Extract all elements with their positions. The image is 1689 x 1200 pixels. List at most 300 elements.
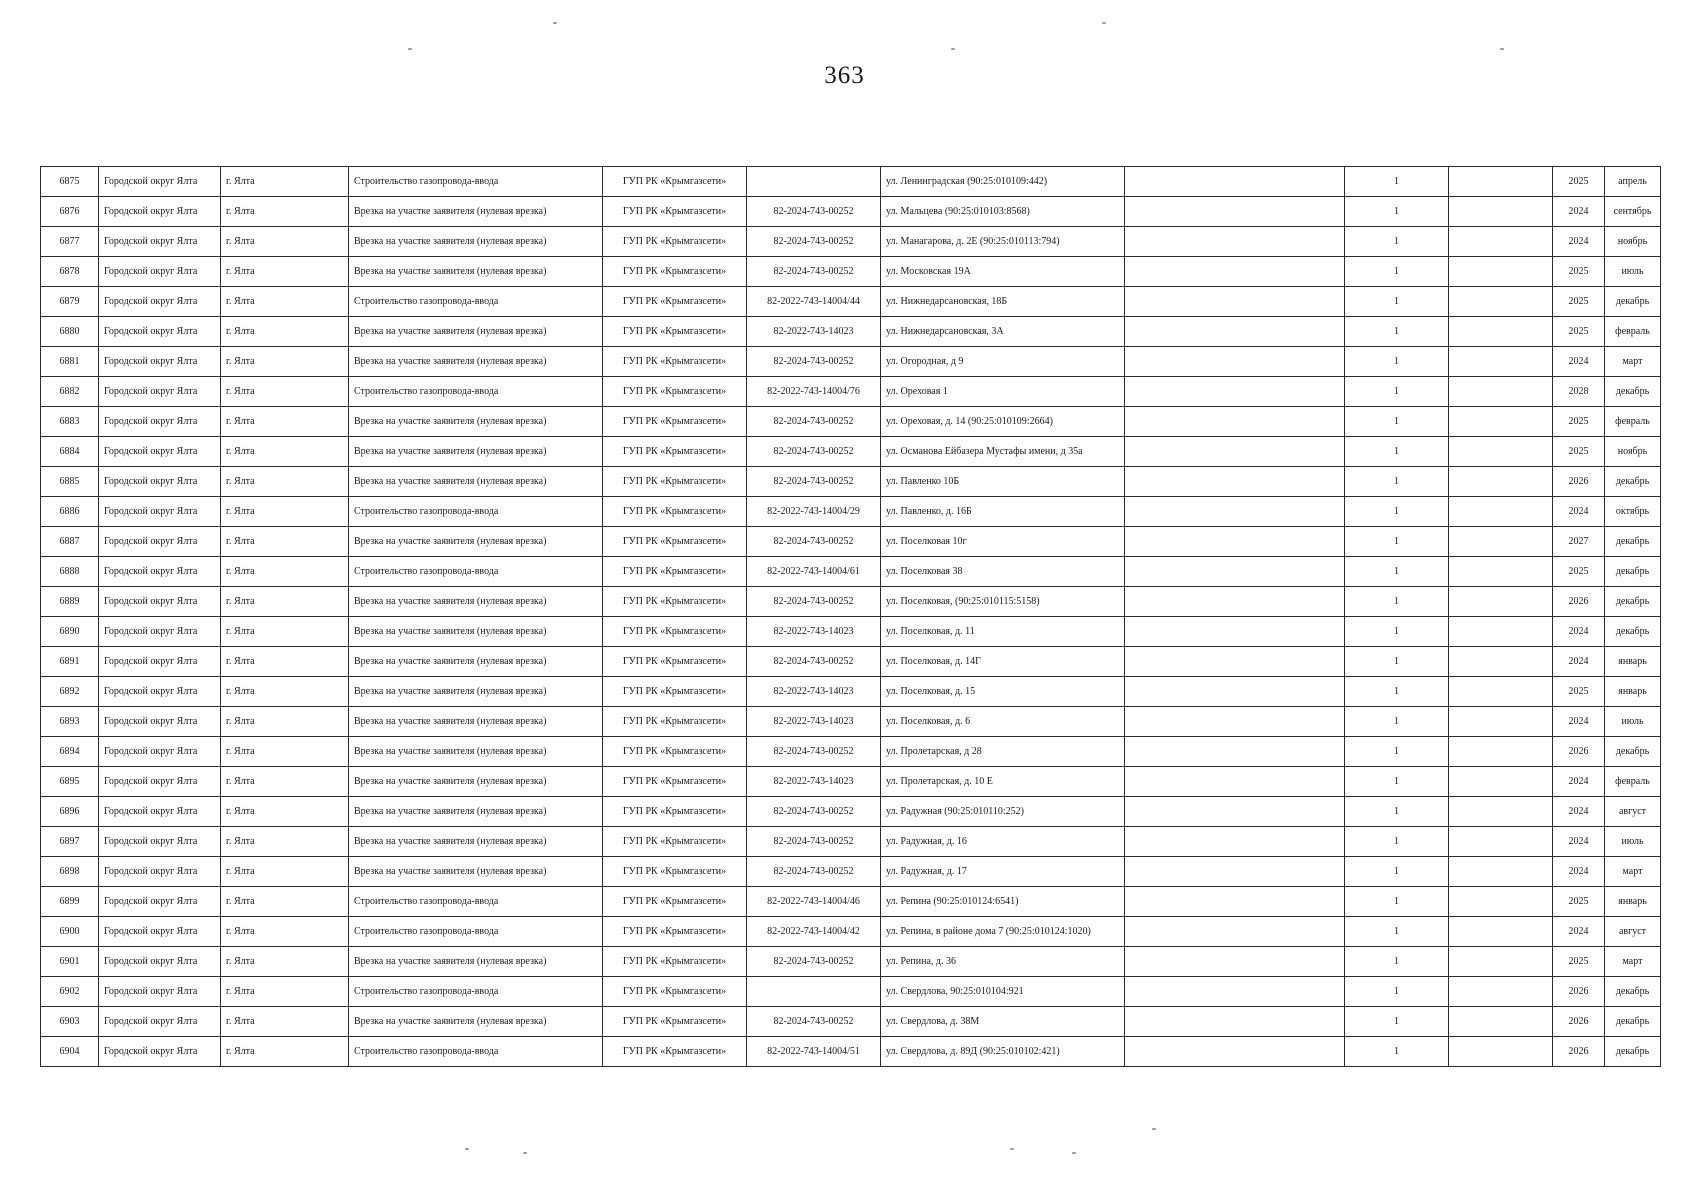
program-code-cell: 82-2022-743-14023 (747, 767, 881, 797)
empty-cell (1125, 197, 1345, 227)
count-cell: 1 (1345, 707, 1449, 737)
address-cell: ул. Поселковая, д. 11 (881, 617, 1125, 647)
address-cell: ул. Репина (90:25:010124:6541) (881, 887, 1125, 917)
table-row (41, 677, 1661, 707)
organization-cell: ГУП РК «Крымгазсети» (603, 227, 747, 257)
table-row (41, 437, 1661, 467)
district-cell: Городской округ Ялта (99, 977, 221, 1007)
year-cell: 2024 (1553, 497, 1605, 527)
program-code-cell: 82-2024-743-00252 (747, 857, 881, 887)
count-cell: 1 (1345, 317, 1449, 347)
city-cell: г. Ялта (221, 947, 349, 977)
count-cell: 1 (1345, 497, 1449, 527)
month-cell: декабрь (1605, 587, 1661, 617)
count-cell: 1 (1345, 947, 1449, 977)
work-type-cell: Врезка на участке заявителя (нулевая врезка) (349, 407, 603, 437)
city-cell: г. Ялта (221, 677, 349, 707)
city-cell: г. Ялта (221, 167, 349, 197)
address-cell: ул. Манагарова, д. 2Е (90:25:010113:794) (881, 227, 1125, 257)
city-cell: г. Ялта (221, 617, 349, 647)
district-cell: Городской округ Ялта (99, 557, 221, 587)
work-type-cell: Строительство газопровода-ввода (349, 287, 603, 317)
empty-cell (1449, 1007, 1553, 1037)
program-code-cell: 82-2022-743-14023 (747, 677, 881, 707)
empty-cell (1125, 227, 1345, 257)
organization-cell: ГУП РК «Крымгазсети» (603, 257, 747, 287)
month-cell: март (1605, 347, 1661, 377)
month-cell: июль (1605, 827, 1661, 857)
empty-cell (1125, 977, 1345, 1007)
program-code-cell: 82-2022-743-14023 (747, 617, 881, 647)
row-number: 6895 (41, 767, 99, 797)
count-cell: 1 (1345, 197, 1449, 227)
count-cell: 1 (1345, 917, 1449, 947)
row-number: 6884 (41, 437, 99, 467)
table-row (41, 1007, 1661, 1037)
program-code-cell: 82-2024-743-00252 (747, 197, 881, 227)
month-cell: декабрь (1605, 617, 1661, 647)
program-code-cell: 82-2024-743-00252 (747, 257, 881, 287)
empty-cell (1125, 707, 1345, 737)
work-type-cell: Врезка на участке заявителя (нулевая врезка) (349, 317, 603, 347)
organization-cell: ГУП РК «Крымгазсети» (603, 377, 747, 407)
year-cell: 2025 (1553, 407, 1605, 437)
month-cell: декабрь (1605, 1007, 1661, 1037)
empty-cell (1125, 287, 1345, 317)
program-code-cell: 82-2024-743-00252 (747, 587, 881, 617)
address-cell: ул. Поселковая, д. 6 (881, 707, 1125, 737)
table-row (41, 767, 1661, 797)
empty-cell (1449, 587, 1553, 617)
empty-cell (1449, 917, 1553, 947)
year-cell: 2028 (1553, 377, 1605, 407)
month-cell: август (1605, 797, 1661, 827)
row-number: 6876 (41, 197, 99, 227)
year-cell: 2026 (1553, 587, 1605, 617)
organization-cell: ГУП РК «Крымгазсети» (603, 677, 747, 707)
work-type-cell: Строительство газопровода-ввода (349, 887, 603, 917)
work-type-cell: Врезка на участке заявителя (нулевая врезка) (349, 827, 603, 857)
organization-cell: ГУП РК «Крымгазсети» (603, 1007, 747, 1037)
district-cell: Городской округ Ялта (99, 887, 221, 917)
empty-cell (1449, 347, 1553, 377)
count-cell: 1 (1345, 647, 1449, 677)
organization-cell: ГУП РК «Крымгазсети» (603, 857, 747, 887)
city-cell: г. Ялта (221, 707, 349, 737)
empty-cell (1449, 737, 1553, 767)
month-cell: декабрь (1605, 977, 1661, 1007)
table-row (41, 917, 1661, 947)
table-row (41, 197, 1661, 227)
address-cell: ул. Мальцева (90:25:010103:8568) (881, 197, 1125, 227)
work-type-cell: Врезка на участке заявителя (нулевая врезка) (349, 437, 603, 467)
address-cell: ул. Павленко 10Б (881, 467, 1125, 497)
work-type-cell: Врезка на участке заявителя (нулевая врезка) (349, 677, 603, 707)
organization-cell: ГУП РК «Крымгазсети» (603, 407, 747, 437)
count-cell: 1 (1345, 617, 1449, 647)
year-cell: 2026 (1553, 1037, 1605, 1067)
work-type-cell: Врезка на участке заявителя (нулевая врезка) (349, 467, 603, 497)
program-code-cell: 82-2024-743-00252 (747, 227, 881, 257)
row-number: 6902 (41, 977, 99, 1007)
month-cell: ноябрь (1605, 437, 1661, 467)
city-cell: г. Ялта (221, 737, 349, 767)
empty-cell (1125, 887, 1345, 917)
work-type-cell: Врезка на участке заявителя (нулевая врезка) (349, 857, 603, 887)
organization-cell: ГУП РК «Крымгазсети» (603, 317, 747, 347)
program-code-cell: 82-2024-743-00252 (747, 647, 881, 677)
address-cell: ул. Поселковая 10г (881, 527, 1125, 557)
year-cell: 2025 (1553, 257, 1605, 287)
year-cell: 2025 (1553, 437, 1605, 467)
empty-cell (1449, 797, 1553, 827)
empty-cell (1125, 407, 1345, 437)
program-code-cell: 82-2022-743-14004/61 (747, 557, 881, 587)
empty-cell (1125, 947, 1345, 977)
scan-speck (1072, 1152, 1076, 1154)
register-rows (41, 167, 1661, 1067)
row-number: 6904 (41, 1037, 99, 1067)
program-code-cell: 82-2024-743-00252 (747, 1007, 881, 1037)
empty-cell (1125, 257, 1345, 287)
address-cell: ул. Пролетарская, д 28 (881, 737, 1125, 767)
year-cell: 2024 (1553, 647, 1605, 677)
count-cell: 1 (1345, 767, 1449, 797)
district-cell: Городской округ Ялта (99, 407, 221, 437)
empty-cell (1449, 227, 1553, 257)
program-code-cell: 82-2022-743-14004/76 (747, 377, 881, 407)
count-cell: 1 (1345, 377, 1449, 407)
address-cell: ул. Репина, д. 36 (881, 947, 1125, 977)
count-cell: 1 (1345, 857, 1449, 887)
row-number: 6886 (41, 497, 99, 527)
empty-cell (1449, 767, 1553, 797)
city-cell: г. Ялта (221, 497, 349, 527)
organization-cell: ГУП РК «Крымгазсети» (603, 767, 747, 797)
district-cell: Городской округ Ялта (99, 647, 221, 677)
row-number: 6878 (41, 257, 99, 287)
row-number: 6897 (41, 827, 99, 857)
empty-cell (1125, 797, 1345, 827)
address-cell: ул. Пролетарская, д. 10 Е (881, 767, 1125, 797)
city-cell: г. Ялта (221, 407, 349, 437)
row-number: 6903 (41, 1007, 99, 1037)
district-cell: Городской округ Ялта (99, 587, 221, 617)
year-cell: 2025 (1553, 167, 1605, 197)
address-cell: ул. Ореховая 1 (881, 377, 1125, 407)
work-type-cell: Врезка на участке заявителя (нулевая врезка) (349, 737, 603, 767)
month-cell: ноябрь (1605, 227, 1661, 257)
city-cell: г. Ялта (221, 257, 349, 287)
table-row (41, 257, 1661, 287)
table-row (41, 527, 1661, 557)
city-cell: г. Ялта (221, 827, 349, 857)
count-cell: 1 (1345, 287, 1449, 317)
city-cell: г. Ялта (221, 977, 349, 1007)
row-number: 6881 (41, 347, 99, 377)
city-cell: г. Ялта (221, 767, 349, 797)
empty-cell (1125, 167, 1345, 197)
year-cell: 2024 (1553, 227, 1605, 257)
empty-cell (1125, 587, 1345, 617)
year-cell: 2024 (1553, 767, 1605, 797)
district-cell: Городской округ Ялта (99, 437, 221, 467)
program-code-cell: 82-2022-743-14004/29 (747, 497, 881, 527)
district-cell: Городской округ Ялта (99, 1037, 221, 1067)
table-row (41, 707, 1661, 737)
address-cell: ул. Нижнедарсановская, 3А (881, 317, 1125, 347)
city-cell: г. Ялта (221, 377, 349, 407)
district-cell: Городской округ Ялта (99, 797, 221, 827)
program-code-cell: 82-2022-743-14004/51 (747, 1037, 881, 1067)
empty-cell (1125, 497, 1345, 527)
work-type-cell: Строительство газопровода-ввода (349, 1037, 603, 1067)
empty-cell (1449, 887, 1553, 917)
empty-cell (1125, 1037, 1345, 1067)
program-code-cell: 82-2022-743-14023 (747, 317, 881, 347)
month-cell: январь (1605, 677, 1661, 707)
count-cell: 1 (1345, 167, 1449, 197)
empty-cell (1125, 857, 1345, 887)
district-cell: Городской округ Ялта (99, 737, 221, 767)
work-type-cell: Врезка на участке заявителя (нулевая врезка) (349, 527, 603, 557)
table-row (41, 467, 1661, 497)
row-number: 6879 (41, 287, 99, 317)
row-number: 6892 (41, 677, 99, 707)
empty-cell (1125, 827, 1345, 857)
empty-cell (1449, 857, 1553, 887)
empty-cell (1449, 377, 1553, 407)
district-cell: Городской округ Ялта (99, 857, 221, 887)
month-cell: январь (1605, 647, 1661, 677)
empty-cell (1449, 677, 1553, 707)
district-cell: Городской округ Ялта (99, 947, 221, 977)
work-type-cell: Врезка на участке заявителя (нулевая врезка) (349, 767, 603, 797)
month-cell: декабрь (1605, 1037, 1661, 1067)
row-number: 6882 (41, 377, 99, 407)
work-type-cell: Врезка на участке заявителя (нулевая врезка) (349, 617, 603, 647)
count-cell: 1 (1345, 557, 1449, 587)
address-cell: ул. Радужная, д. 16 (881, 827, 1125, 857)
table-row (41, 557, 1661, 587)
program-code-cell (747, 977, 881, 1007)
district-cell: Городской округ Ялта (99, 767, 221, 797)
month-cell: январь (1605, 887, 1661, 917)
row-number: 6893 (41, 707, 99, 737)
empty-cell (1125, 467, 1345, 497)
empty-cell (1125, 767, 1345, 797)
district-cell: Городской округ Ялта (99, 167, 221, 197)
city-cell: г. Ялта (221, 857, 349, 887)
city-cell: г. Ялта (221, 647, 349, 677)
empty-cell (1125, 647, 1345, 677)
work-type-cell: Врезка на участке заявителя (нулевая врезка) (349, 257, 603, 287)
organization-cell: ГУП РК «Крымгазсети» (603, 557, 747, 587)
table-row (41, 227, 1661, 257)
count-cell: 1 (1345, 1037, 1449, 1067)
district-cell: Городской округ Ялта (99, 497, 221, 527)
month-cell: декабрь (1605, 557, 1661, 587)
empty-cell (1125, 347, 1345, 377)
address-cell: ул. Свердлова, д. 38М (881, 1007, 1125, 1037)
year-cell: 2025 (1553, 287, 1605, 317)
work-type-cell: Врезка на участке заявителя (нулевая врезка) (349, 197, 603, 227)
empty-cell (1449, 317, 1553, 347)
month-cell: октябрь (1605, 497, 1661, 527)
address-cell: ул. Поселковая 38 (881, 557, 1125, 587)
district-cell: Городской округ Ялта (99, 197, 221, 227)
city-cell: г. Ялта (221, 797, 349, 827)
district-cell: Городской округ Ялта (99, 377, 221, 407)
empty-cell (1449, 707, 1553, 737)
organization-cell: ГУП РК «Крымгазсети» (603, 617, 747, 647)
empty-cell (1125, 737, 1345, 767)
table-row (41, 827, 1661, 857)
scan-speck (408, 48, 412, 50)
organization-cell: ГУП РК «Крымгазсети» (603, 527, 747, 557)
row-number: 6891 (41, 647, 99, 677)
table-row (41, 977, 1661, 1007)
table-row (41, 1037, 1661, 1067)
scan-speck (553, 22, 557, 24)
organization-cell: ГУП РК «Крымгазсети» (603, 977, 747, 1007)
address-cell: ул. Московская 19А (881, 257, 1125, 287)
month-cell: февраль (1605, 767, 1661, 797)
month-cell: декабрь (1605, 527, 1661, 557)
row-number: 6885 (41, 467, 99, 497)
count-cell: 1 (1345, 827, 1449, 857)
city-cell: г. Ялта (221, 197, 349, 227)
year-cell: 2026 (1553, 1007, 1605, 1037)
address-cell: ул. Огородная, д 9 (881, 347, 1125, 377)
work-type-cell: Строительство газопровода-ввода (349, 167, 603, 197)
organization-cell: ГУП РК «Крымгазсети» (603, 167, 747, 197)
year-cell: 2025 (1553, 887, 1605, 917)
year-cell: 2025 (1553, 557, 1605, 587)
month-cell: июль (1605, 707, 1661, 737)
row-number: 6889 (41, 587, 99, 617)
count-cell: 1 (1345, 227, 1449, 257)
organization-cell: ГУП РК «Крымгазсети» (603, 437, 747, 467)
row-number: 6883 (41, 407, 99, 437)
table-row (41, 887, 1661, 917)
work-type-cell: Строительство газопровода-ввода (349, 557, 603, 587)
address-cell: ул. Свердлова, д. 89Д (90:25:010102:421) (881, 1037, 1125, 1067)
month-cell: март (1605, 857, 1661, 887)
year-cell: 2024 (1553, 827, 1605, 857)
scan-speck (1152, 1128, 1156, 1130)
table-row (41, 287, 1661, 317)
organization-cell: ГУП РК «Крымгазсети» (603, 827, 747, 857)
empty-cell (1449, 557, 1553, 587)
count-cell: 1 (1345, 737, 1449, 767)
program-code-cell: 82-2024-743-00252 (747, 527, 881, 557)
year-cell: 2026 (1553, 977, 1605, 1007)
empty-cell (1449, 1037, 1553, 1067)
table-row (41, 737, 1661, 767)
table-row (41, 347, 1661, 377)
work-type-cell: Врезка на участке заявителя (нулевая врезка) (349, 797, 603, 827)
year-cell: 2027 (1553, 527, 1605, 557)
program-code-cell: 82-2024-743-00252 (747, 467, 881, 497)
count-cell: 1 (1345, 677, 1449, 707)
count-cell: 1 (1345, 257, 1449, 287)
work-type-cell: Врезка на участке заявителя (нулевая врезка) (349, 587, 603, 617)
empty-cell (1449, 527, 1553, 557)
organization-cell: ГУП РК «Крымгазсети» (603, 1037, 747, 1067)
register-table (40, 166, 1661, 1067)
city-cell: г. Ялта (221, 317, 349, 347)
work-type-cell: Строительство газопровода-ввода (349, 977, 603, 1007)
empty-cell (1125, 557, 1345, 587)
year-cell: 2025 (1553, 677, 1605, 707)
month-cell: февраль (1605, 317, 1661, 347)
organization-cell: ГУП РК «Крымгазсети» (603, 887, 747, 917)
organization-cell: ГУП РК «Крымгазсети» (603, 497, 747, 527)
organization-cell: ГУП РК «Крымгазсети» (603, 647, 747, 677)
count-cell: 1 (1345, 437, 1449, 467)
year-cell: 2024 (1553, 917, 1605, 947)
address-cell: ул. Радужная, д. 17 (881, 857, 1125, 887)
program-code-cell: 82-2024-743-00252 (747, 827, 881, 857)
table-row (41, 797, 1661, 827)
city-cell: г. Ялта (221, 527, 349, 557)
work-type-cell: Строительство газопровода-ввода (349, 377, 603, 407)
row-number: 6887 (41, 527, 99, 557)
empty-cell (1449, 197, 1553, 227)
address-cell: ул. Поселковая, д. 14Г (881, 647, 1125, 677)
address-cell: ул. Павленко, д. 16Б (881, 497, 1125, 527)
city-cell: г. Ялта (221, 557, 349, 587)
address-cell: ул. Османова Ейбазера Мустафы имени, д 35а (881, 437, 1125, 467)
table-row (41, 167, 1661, 197)
district-cell: Городской округ Ялта (99, 287, 221, 317)
month-cell: февраль (1605, 407, 1661, 437)
table-row (41, 497, 1661, 527)
month-cell: декабрь (1605, 467, 1661, 497)
organization-cell: ГУП РК «Крымгазсети» (603, 797, 747, 827)
organization-cell: ГУП РК «Крымгазсети» (603, 587, 747, 617)
city-cell: г. Ялта (221, 287, 349, 317)
district-cell: Городской округ Ялта (99, 827, 221, 857)
work-type-cell: Врезка на участке заявителя (нулевая врезка) (349, 707, 603, 737)
month-cell: декабрь (1605, 377, 1661, 407)
month-cell: август (1605, 917, 1661, 947)
row-number: 6880 (41, 317, 99, 347)
count-cell: 1 (1345, 407, 1449, 437)
address-cell: ул. Ореховая, д. 14 (90:25:010109:2664) (881, 407, 1125, 437)
scan-speck (1010, 1148, 1014, 1150)
empty-cell (1449, 167, 1553, 197)
year-cell: 2025 (1553, 317, 1605, 347)
program-code-cell: 82-2024-743-00252 (747, 347, 881, 377)
district-cell: Городской округ Ялта (99, 467, 221, 497)
city-cell: г. Ялта (221, 1007, 349, 1037)
program-code-cell (747, 167, 881, 197)
year-cell: 2024 (1553, 197, 1605, 227)
city-cell: г. Ялта (221, 437, 349, 467)
row-number: 6900 (41, 917, 99, 947)
empty-cell (1125, 1007, 1345, 1037)
district-cell: Городской округ Ялта (99, 707, 221, 737)
empty-cell (1125, 437, 1345, 467)
address-cell: ул. Нижнедарсановская, 18Б (881, 287, 1125, 317)
empty-cell (1449, 647, 1553, 677)
organization-cell: ГУП РК «Крымгазсети» (603, 197, 747, 227)
empty-cell (1125, 377, 1345, 407)
organization-cell: ГУП РК «Крымгазсети» (603, 737, 747, 767)
address-cell: ул. Репина, в районе дома 7 (90:25:010124:1020) (881, 917, 1125, 947)
